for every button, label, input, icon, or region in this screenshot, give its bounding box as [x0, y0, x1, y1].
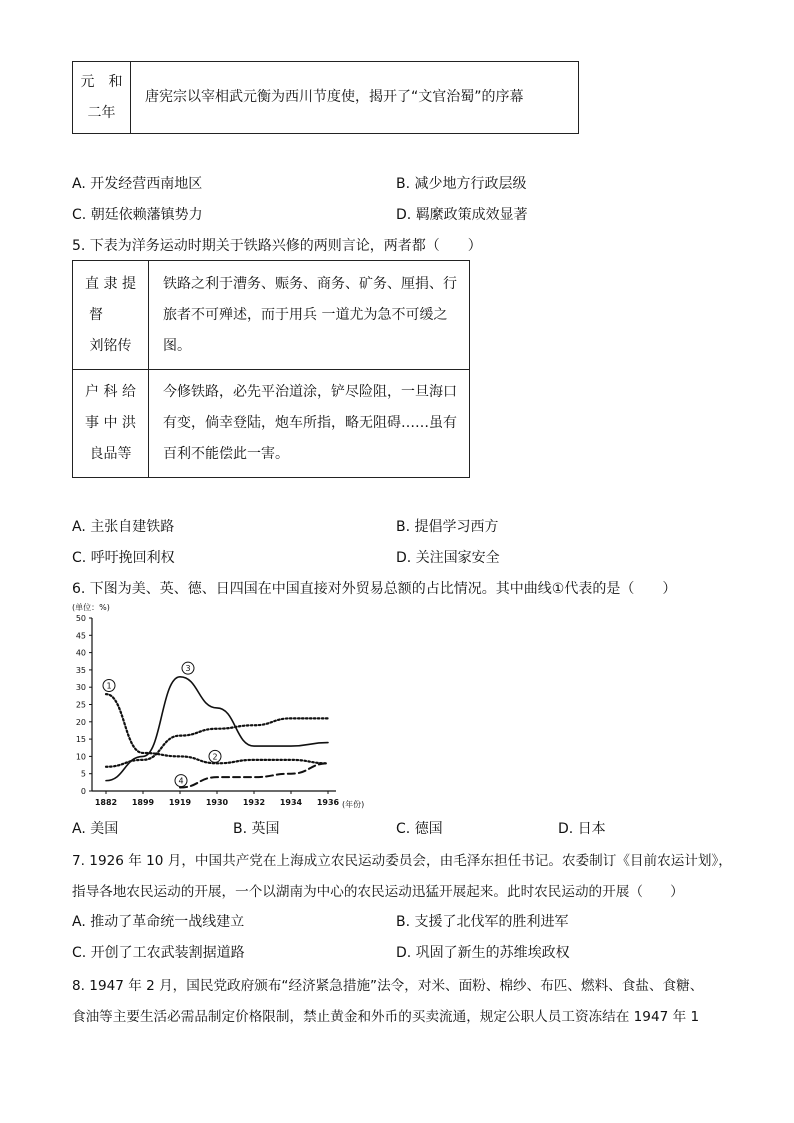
chart-series-labels	[103, 662, 221, 786]
series-label-3: 3	[185, 664, 191, 674]
q5-option-c[interactable]: C. 呼吁挽回利权	[72, 550, 175, 566]
q4-option-a[interactable]: A. 开发经营西南地区	[72, 176, 203, 192]
q6-stem: 6. 下图为美、英、德、日四国在中国直接对外贸易总额的占比情况。其中曲线①代表的是（ ）	[72, 581, 677, 597]
q4-year-line1: 元 和	[80, 73, 123, 90]
series-line-4	[180, 763, 328, 787]
q5-row1-text: 铁路之利于漕务、赈务、商务、矿务、厘捐、行 旅者不可殚述，而于用兵 一道尤为急不可缓之 图。	[149, 261, 470, 370]
q4-year-line2: 二年	[87, 104, 116, 121]
x-tick-label: 1882	[94, 798, 118, 807]
q7-option-a[interactable]: A. 推动了革命统一战线建立	[72, 914, 245, 930]
q4-option-b[interactable]: B. 减少地方行政层级	[396, 176, 527, 192]
x-tick-label: 1932	[242, 798, 266, 807]
q7-option-b[interactable]: B. 支援了北伐军的胜利进军	[396, 914, 569, 930]
y-tick-label: 10	[75, 752, 86, 762]
y-tick-label: 50	[75, 614, 86, 623]
chart-series	[106, 677, 328, 788]
chart-ylabel: (单位：%)	[72, 603, 110, 612]
q5-row2-who: 户 科 给 事 中 洪 良品等	[73, 370, 149, 478]
q8-stem-line1: 8. 1947 年 2 月，国民党政府颁布“经济紧急措施”法令，对米、面粉、棉纱、布匹、燃料、食盐、食糖、	[72, 978, 704, 994]
chart-y-axis	[76, 614, 92, 796]
y-tick-label: 15	[75, 735, 86, 745]
chart-x-axis	[92, 791, 340, 807]
q7-option-d[interactable]: D. 巩固了新生的苏维埃政权	[396, 945, 570, 961]
x-tick-label: 1919	[168, 798, 192, 807]
q4-table-right: 唐宪宗以宰相武元衡为西川节度使，揭开了“文官治蜀”的序幕	[131, 62, 579, 134]
q6-option-d[interactable]: D. 日本	[558, 821, 606, 837]
y-tick-label: 20	[75, 717, 86, 727]
x-tick-label: 1930	[205, 798, 229, 807]
chart-xlabel: (年份)	[342, 800, 365, 809]
x-tick-label: 1934	[279, 798, 303, 807]
q6-option-a[interactable]: A. 美国	[72, 821, 119, 837]
q5-row2-text: 今修铁路，必先平治道涂，铲尽险阻，一旦海口 有变，倘幸登陆，炮车所指，略无阻碍……虽有 百利不能偿此一害。	[149, 370, 470, 478]
trade-share-chart	[70, 600, 380, 812]
q7-stem-line1: 7. 1926 年 10 月，中国共产党在上海成立农民运动委员会，由毛泽东担任书记。农委制订《目前农运计划》，	[72, 853, 732, 869]
q5-row1-who: 直 隶 提 督 刘铭传	[73, 261, 149, 370]
y-tick-label: 45	[75, 631, 86, 641]
q7-option-c[interactable]: C. 开创了工农武装割据道路	[72, 945, 245, 961]
y-tick-label: 25	[75, 700, 86, 710]
series-label-2: 2	[212, 752, 218, 762]
q5-table	[72, 260, 470, 478]
q7-stem-line2: 指导各地农民运动的开展，一个以湖南为中心的农民运动迅猛开展起来。此时农民运动的开展（ ）	[72, 884, 684, 900]
q5-option-a[interactable]: A. 主张自建铁路	[72, 519, 175, 535]
y-tick-label: 35	[75, 665, 86, 675]
q5-option-d[interactable]: D. 关注国家安全	[396, 550, 500, 566]
series-label-4: 4	[178, 776, 184, 786]
q4-table	[72, 61, 579, 134]
q6-option-b[interactable]: B. 英国	[233, 821, 280, 837]
y-tick-label: 40	[75, 648, 86, 658]
q6-option-c[interactable]: C. 德国	[396, 821, 443, 837]
q4-table-left	[73, 62, 131, 134]
x-tick-label: 1936	[316, 798, 340, 807]
q5-stem: 5. 下表为洋务运动时期关于铁路兴修的两则言论，两者都（ ）	[72, 238, 482, 254]
q5-option-b[interactable]: B. 提倡学习西方	[396, 519, 499, 535]
q4-option-d[interactable]: D. 羁縻政策成效显著	[396, 207, 528, 223]
y-tick-label: 30	[75, 683, 86, 693]
q8-stem-line2: 食油等主要生活必需品制定价格限制，禁止黄金和外币的买卖流通，规定公职人员工资冻结在 1947 年 1	[72, 1009, 700, 1025]
q4-option-c[interactable]: C. 朝廷依赖藩镇势力	[72, 207, 203, 223]
x-tick-label: 1899	[131, 798, 155, 807]
y-tick-label: 0	[80, 787, 86, 796]
series-label-1: 1	[106, 681, 112, 691]
y-tick-label: 5	[80, 769, 86, 779]
